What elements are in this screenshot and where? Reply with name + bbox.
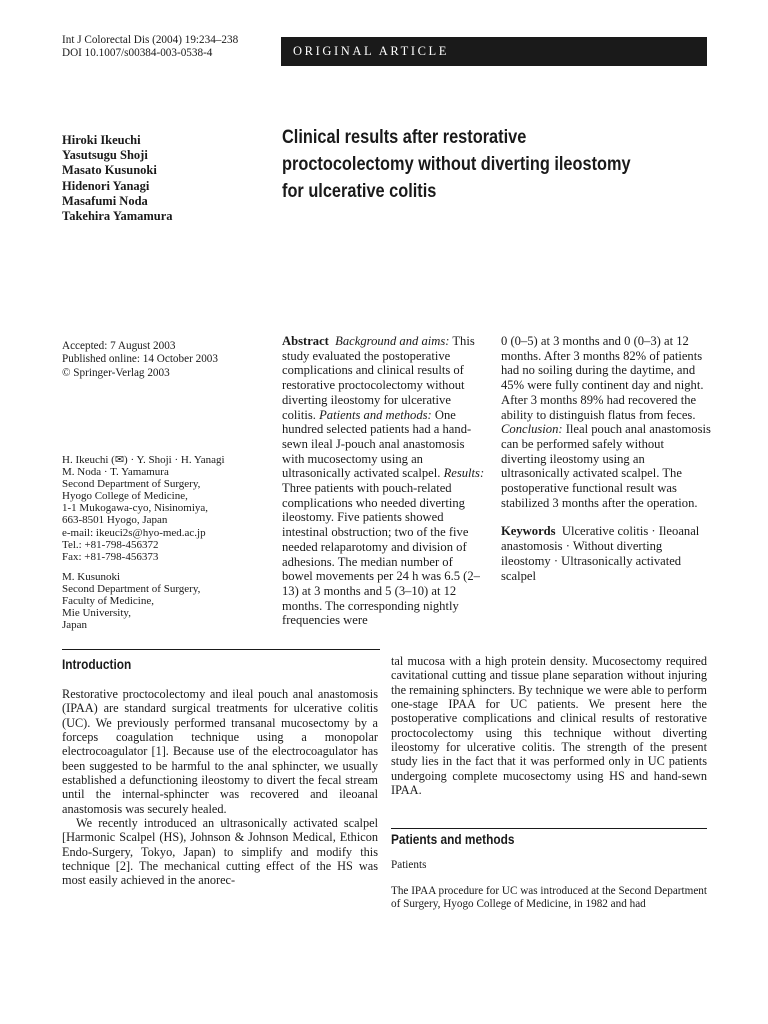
affiliation-line: Faculty of Medicine,: [62, 595, 154, 608]
keywords-label: Keywords: [501, 524, 556, 539]
author-name: Masafumi Noda: [62, 193, 148, 208]
accepted-date: Accepted: 7 August 2003: [62, 340, 176, 352]
affiliation-line: 663-8501 Hyogo, Japan: [62, 514, 168, 527]
introduction-heading: Introduction: [62, 657, 132, 672]
results-label: Results:: [443, 466, 485, 481]
doi-line: DOI 10.1007/s00384-003-0538-4: [62, 47, 213, 59]
affiliation-line: H. Ikeuchi (✉) · Y. Shoji · H. Yanagi: [62, 454, 225, 466]
keywords-text: Ulcerative colitis · Ileoanal anastomosis · Without diverting ileostomy · Ultrasonically activated scalpel: [501, 524, 700, 583]
publication-dates: [62, 340, 218, 380]
abstract-column-2: [501, 334, 711, 583]
citation-line: Int J Colorectal Dis (2004) 19:234–238: [62, 34, 239, 46]
author-name: Takehira Yamamura: [62, 209, 173, 224]
affiliation-line: Second Department of Surgery,: [62, 478, 201, 491]
patients-methods-heading: Patients and methods: [391, 832, 515, 847]
background-label: Background and aims:: [335, 334, 450, 348]
introduction-body: [62, 687, 378, 888]
results-text-part2: 0 (0–5) at 3 months and 0 (0–3) at 12 months. After 3 months 82% of patients had no soiling during the daytime, and 45% were fully continent day and night. After 3 months 89% had recovered the ability to distinguish flatus from feces.: [501, 334, 704, 422]
author-name: Hidenori Yanagi: [62, 178, 150, 193]
affiliation-line: M. Kusunoki: [62, 571, 121, 583]
title-line: proctocolectomy without diverting ileostomy: [282, 154, 631, 175]
results-text-part1: Three patients with pouch-related complications who needed diverting ileostomy. Five patients showed intestinal obstruction; two of the five needed relaparotomy and division of adhesions. The median number of bowel movements per 24 h was 6.5 (2–13) at 3 months and 5 (3–10) at 12 months. The corresponding nightly frequencies were: [282, 481, 480, 628]
affiliation-line: 1-1 Mukogawa-cyo, Nisinomiya,: [62, 502, 209, 515]
title-line: Clinical results after restorative: [282, 127, 527, 148]
patients-methods-text: One hundred selected patients had a hand-sewn ileal J-pouch anal anastomosis with mucosectomy using an ultrasonically activated scalpel.: [282, 407, 472, 481]
author-name: Hiroki Ikeuchi: [62, 133, 141, 147]
article-type-banner: ORIGINAL ARTICLE: [281, 37, 707, 66]
author-name: Masato Kusunoki: [62, 163, 157, 178]
author-name: Yasutsugu Shoji: [62, 148, 148, 163]
patients-subheading: Patients: [391, 859, 427, 871]
affiliation-line: M. Noda · T. Yamamura: [62, 466, 169, 479]
intro-paragraph-2: We recently introduced an ultrasonically activated scalpel [Harmonic Scalpel (HS), Johnson & Johnson Medical, Ethicon Endo-Surgery, Tokyo, Japan) to simplify and modify this technique [2]. The mechanical cutting effect of the HS was most easily achieved in the anorec-: [62, 816, 378, 888]
intro-paragraph-1: Restorative proctocolectomy and ileal pouch anal anastomosis (IPAA) are standard surgical treatments for ulcerative colitis (UC). We previously performed transanal mucosectomy by a forceps coagulation technique using a monopolar electrocoagulator [1]. Because use of the electrocoagulator has been suggested to be harmful to the anal sphincter, we usually established a defunctioning ileostomy to divert the fecal stream until the internal-sphincter was recovered and ileoanal anastomosis was securely healed.: [62, 687, 378, 816]
affiliation-line: Hyogo College of Medicine,: [62, 490, 188, 503]
introduction-body-continued: tal mucosa with a high protein density. Mucosectomy required cavitational cutting and tissue plane separation without injuring the remaining sphincters. By technique we were able to perform one-stage IPAA for UC patients. We present here the postoperative complications and clinical results of restorative proctocolectomy using this technique without diverting ileostomy for ulcerative colitis. The strength of the present study lies in the fact that it was performed only in UC patients undergoing complete mucosectomy using HS and hand-sewn IPAA.: [391, 654, 707, 798]
email-line[interactable]: e-mail: ikeuci2s@hyo-med.ac.jp: [62, 526, 206, 539]
patients-methods-label: Patients and methods:: [319, 407, 432, 422]
copyright: © Springer-Verlag 2003: [62, 366, 170, 379]
affiliation-line: Mie University,: [62, 607, 131, 620]
article-title: [282, 124, 712, 205]
section-rule: [62, 649, 380, 650]
author-list: [62, 133, 173, 224]
affiliation-block-2: [62, 571, 200, 631]
conclusion-label: Conclusion:: [501, 422, 563, 437]
keywords: [501, 524, 711, 583]
abstract-column-1: [282, 334, 486, 628]
affiliation-line: Fax: +81-798-456373: [62, 550, 159, 563]
affiliation-line: Second Department of Surgery,: [62, 583, 201, 596]
section-rule: [391, 828, 707, 829]
title-line: for ulcerative colitis: [282, 181, 437, 202]
background-text: This study evaluated the postoperative complications and clinical results of restorative proctocolectomy without diverting ileostomy for ulcerative colitis.: [282, 334, 475, 422]
affiliation-block-1: [62, 454, 225, 563]
patients-methods-body: The IPAA procedure for UC was introduced at the Second Department of Surgery, Hyogo College of Medicine, in 1982 and had: [391, 885, 707, 910]
affiliation-line: Japan: [62, 619, 88, 632]
affiliation-line: Tel.: +81-798-456372: [62, 538, 159, 551]
conclusion-text: Ileal pouch anal anastomosis can be performed safely without diverting ileostomy using an ultrasonically activated scalpel. The postoperative functional result was stabilized 3 months after the operation.: [501, 422, 711, 510]
abstract-label: Abstract: [282, 334, 329, 348]
journal-citation: [62, 34, 238, 60]
published-date: Published online: 14 October 2003: [62, 353, 218, 366]
